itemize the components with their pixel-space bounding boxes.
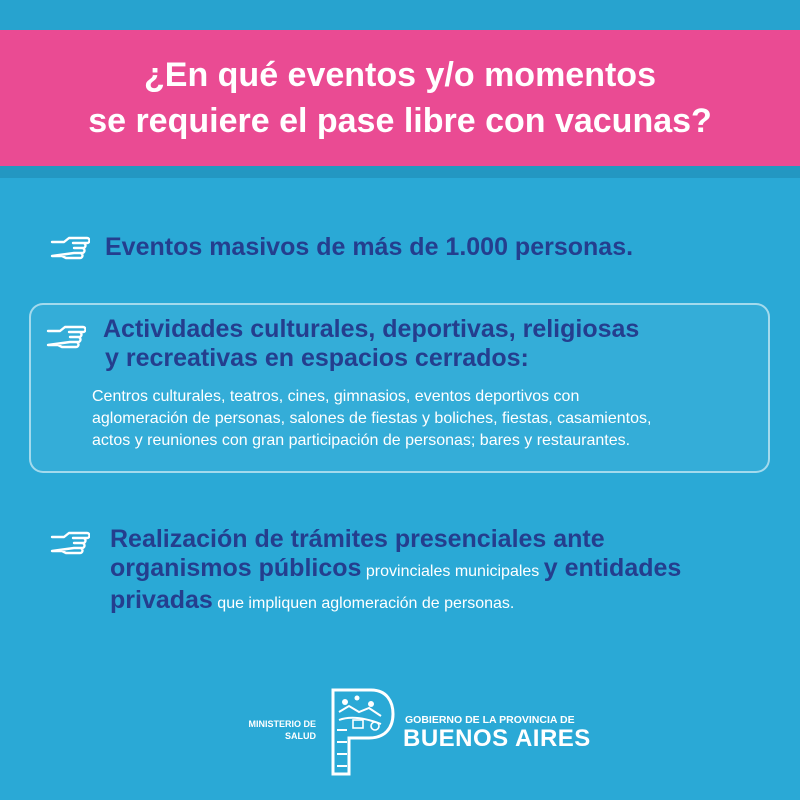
government-label-small: GOBIERNO DE LA PROVINCIA DE <box>405 714 575 726</box>
item3-line2-light: provinciales municipales <box>361 563 544 580</box>
box-detail-line-3: actos y reuniones con gran participación de personas; bares y restaurantes. <box>92 432 631 449</box>
item3-line-1: Realización de trámites presenciales ante <box>110 525 605 553</box>
item-public-procedures <box>110 525 790 618</box>
pointing-hand-icon <box>50 528 90 558</box>
ministry-line-1: MINISTERIO DE <box>248 719 316 729</box>
pointing-hand-icon <box>46 322 86 352</box>
ministry-line-2: SALUD <box>285 731 316 741</box>
header-title-line-1: ¿En qué eventos y/o momentos <box>144 56 656 94</box>
item3-line3-bold: privadas <box>110 586 213 614</box>
box-title-line-2: y recreativas en espacios cerrados: <box>105 344 529 372</box>
banner-shadow <box>0 166 800 178</box>
header-banner <box>0 30 800 166</box>
province-emblem-icon <box>325 686 395 778</box>
government-label-large: BUENOS AIRES <box>403 725 591 752</box>
box-detail-line-2: aglomeración de personas, salones de fiestas y boliches, fiestas, casamientos, <box>92 410 652 427</box>
ministry-label <box>230 718 316 742</box>
item3-line3-light: que impliquen aglomeración de personas. <box>212 595 515 612</box>
footer-logos <box>0 682 800 782</box>
item-indoor-activities-title <box>103 315 753 373</box>
box-title-line-1: Actividades culturales, deportivas, religiosas <box>103 315 640 343</box>
top-strip <box>0 0 800 30</box>
item3-line-3 <box>110 586 790 618</box>
header-title-line-2: se requiere el pase libre con vacunas? <box>88 102 712 140</box>
item-mass-events: Eventos masivos de más de 1.000 personas. <box>105 233 634 261</box>
item-indoor-activities-detail <box>92 386 772 452</box>
item3-line-2 <box>110 554 790 586</box>
box-detail-line-1: Centros culturales, teatros, cines, gimnasios, eventos deportivos con <box>92 388 580 405</box>
pointing-hand-icon <box>50 233 90 263</box>
item3-line2-bold: organismos públicos <box>110 554 362 582</box>
item3-line2-bold-end: y entidades <box>543 554 682 582</box>
